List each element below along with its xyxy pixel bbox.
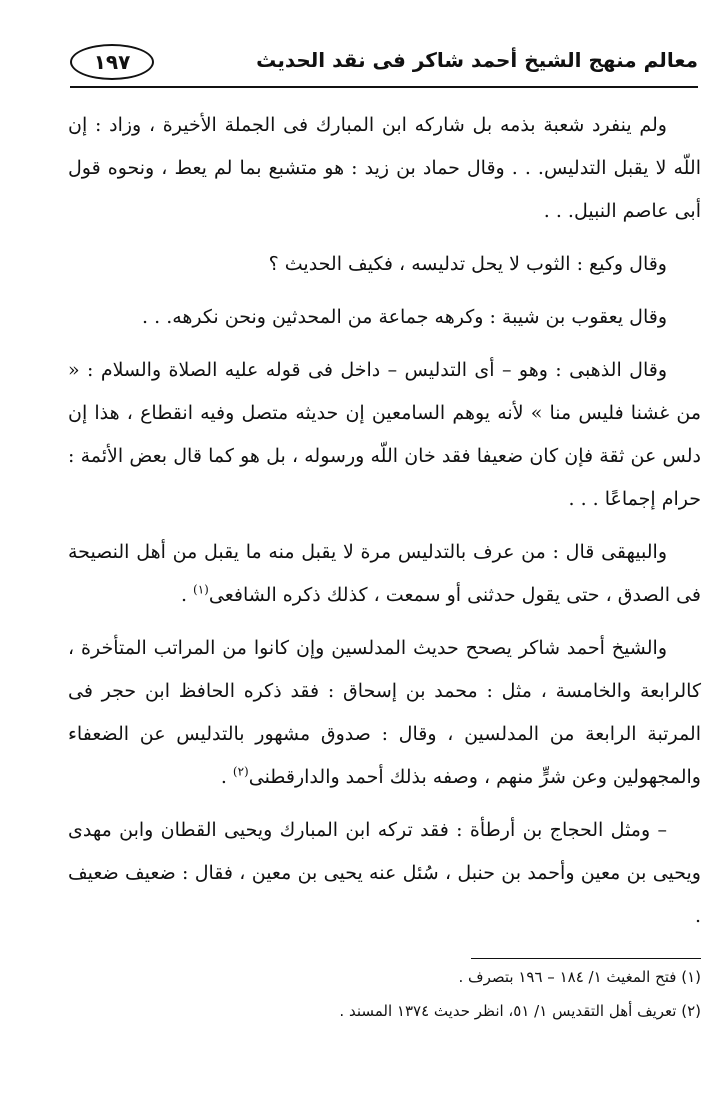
page-number: ١٩٧ [93,50,131,74]
page-header [70,40,698,88]
paragraph: وقال الذهبى : وهو – أى التدليس – داخل فى قوله عليه الصلاة والسلام : « من غشنا فليس منا » لأنه يوهم السامعين إن حديثه متصل وفيه انقطاع ، هذا إن دلس عن ثقة فإن كان ضعيفا فقد خان اللّه ورسوله ، بل هو كما قال بعض الأئمة : حرام إجماعًا . . . [68,359,701,510]
page-number-badge [70,44,154,80]
paragraph: ولم ينفرد شعبة بذمه بل شاركه ابن المبارك فى الجملة الأخيرة ، وزاد : إن اللّه لا يقبل التدليس. . . وقال حماد بن زيد : هو متشبع بما لم يعط ، ونحوه قول أبى عاصم النبيل. . . [68,114,701,222]
paragraph: وقال وكيع : الثوب لا يحل تدليسه ، فكيف الحديث ؟ [268,253,667,275]
running-title: معالم منهج الشيخ أحمد شاكر فى نقد الحديث [256,48,698,72]
paragraph-tail: . [220,766,233,788]
footnote-ref-2[interactable]: (٢) [232,764,249,779]
footnote-1: (١) فتح المغيث ١/ ١٨٤ – ١٩٦ بتصرف . [458,968,701,986]
paragraph: – ومثل الحجاج بن أرطأة : فقد تركه ابن المبارك ويحيى القطان وابن مهدى ويحيى بن معين وأحمد بن حنبل ، سُئل عنه يحيى بن معين ، فقال : ضعيف ضعيف . [68,819,701,927]
header-rule [70,86,698,88]
paragraph-with-footnote [68,531,701,617]
body-text [68,104,701,948]
paragraph-tail: . [180,584,194,606]
paragraph: وقال يعقوب بن شيبة : وكرهه جماعة من المحدثين ونحن نكرهه. . . [142,306,667,328]
paragraph-text: والشيخ أحمد شاكر يصحح حديث المدلسين وإن كانوا من المراتب المتأخرة ، كالرابعة والخامسة ، مثل : محمد بن إسحاق : فقد ذكره الحافظ ابن حجر فى المرتبة الرابعة من المدلسين ، وقال : صدوق مشهور بالتدليس عن الضعفاء والمجهولين وعن شرٍّ منهم ، وصفه بذلك أحمد والدارقطنى [68,637,701,788]
footnote-separator [471,958,701,959]
footnote-ref-1[interactable]: (١) [193,582,209,597]
paragraph-text: والبيهقى قال : من عرف بالتدليس مرة لا يقبل منه ما يقبل من أهل النصيحة فى الصدق ، حتى يقول حدثنى أو سمعت ، كذلك ذكره الشافعى [68,541,701,606]
footnotes [68,960,701,1028]
footnote-2: (٢) تعريف أهل التقديس ١/ ٥١، انظر حديث ١٣٧٤ المسند . [339,1002,701,1020]
paragraph-with-footnote [68,627,701,799]
